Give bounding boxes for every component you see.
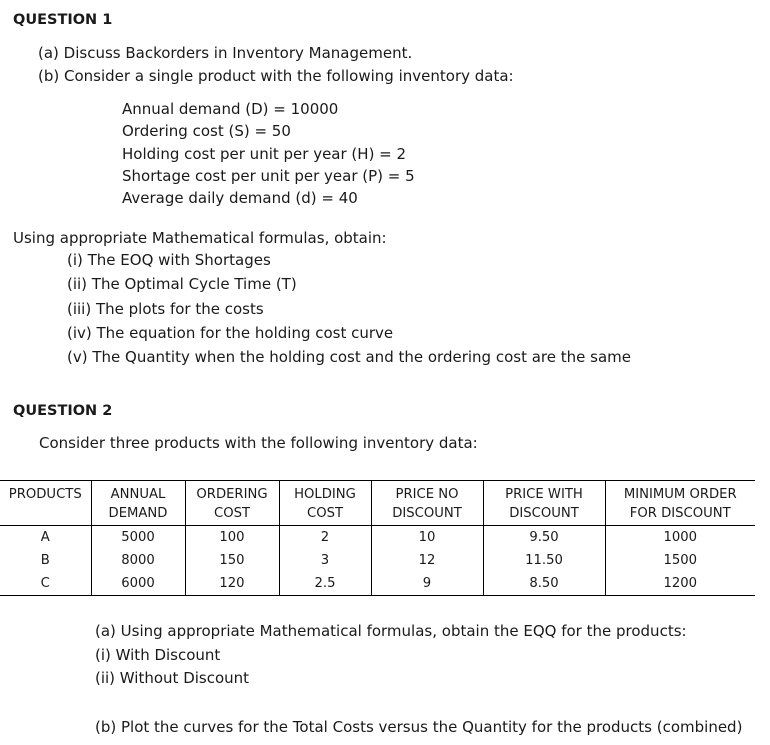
inventory-data-table: [0, 480, 755, 596]
table-cell: C: [0, 572, 91, 596]
q1-instruction: Using appropriate Mathematical formulas, obtain:: [13, 229, 387, 247]
q2-part-a-ii: (ii) Without Discount: [95, 669, 250, 687]
table-cell: 8.50: [483, 572, 605, 596]
table-cell: 10: [371, 526, 483, 550]
q1-data-shortage-cost: Shortage cost per unit per year (P) = 5: [122, 167, 415, 185]
table-cell: 100: [185, 526, 279, 550]
table-row: [0, 549, 755, 572]
q1-data-daily-demand: Average daily demand (d) = 40: [122, 189, 358, 207]
header-cell: PRICE WITH: [483, 481, 605, 503]
q1-part-b: (b) Consider a single product with the following inventory data:: [38, 67, 514, 85]
table-cell: 9.50: [483, 526, 605, 550]
table-cell: B: [40, 553, 50, 568]
table-cell: 2.5: [279, 572, 371, 596]
table-cell: 1000: [605, 526, 755, 550]
header-cell: ANNUAL: [91, 481, 185, 503]
header-cell: DISCOUNT: [483, 502, 605, 526]
q1-data-ordering-cost: Ordering cost (S) = 50: [122, 122, 291, 140]
header-cell: DISCOUNT: [371, 502, 483, 526]
q1-part-a: (a) Discuss Backorders in Inventory Management.: [38, 44, 413, 62]
q1-task-ii: (ii) The Optimal Cycle Time (T): [67, 275, 297, 293]
header-cell: ORDERING: [185, 481, 279, 503]
header-cell: MINIMUM ORDER: [605, 481, 755, 503]
table-cell: 5000: [91, 526, 185, 550]
header-cell: PRICE NO: [371, 481, 483, 503]
q1-task-iv: (iv) The equation for the holding cost curve: [67, 324, 394, 342]
table-cell: 1500: [605, 549, 755, 572]
table-row: [0, 572, 755, 596]
table-cell: 2: [279, 526, 371, 550]
q1-task-i: (i) The EOQ with Shortages: [67, 251, 271, 269]
q2-intro: Consider three products with the following inventory data:: [39, 434, 478, 452]
q2-part-b: (b) Plot the curves for the Total Costs versus the Quantity for the products (combined): [95, 718, 743, 736]
q1-heading: QUESTION 1: [13, 12, 113, 28]
table-header-row: [0, 502, 755, 526]
table-cell: 120: [185, 572, 279, 596]
q1-data-annual-demand: Annual demand (D) = 10000: [122, 100, 339, 118]
table-cell: 8000: [91, 549, 185, 572]
q2-heading: QUESTION 2: [13, 403, 113, 419]
header-cell: COST: [279, 502, 371, 526]
q2-part-a-i: (i) With Discount: [95, 646, 221, 664]
table-row: [0, 526, 755, 550]
table-header-row: [0, 481, 755, 503]
table-cell: 9: [371, 572, 483, 596]
q1-data-holding-cost: Holding cost per unit per year (H) = 2: [122, 145, 407, 163]
table-cell: A: [40, 530, 50, 545]
header-cell: COST: [185, 502, 279, 526]
table-cell: 150: [185, 549, 279, 572]
q2-part-a: (a) Using appropriate Mathematical formulas, obtain the EQQ for the products:: [95, 622, 687, 640]
table-cell: 3: [279, 549, 371, 572]
q1-task-iii: (iii) The plots for the costs: [67, 300, 264, 318]
table-cell: 6000: [91, 572, 185, 596]
header-cell: [0, 502, 91, 526]
header-cell: HOLDING: [279, 481, 371, 503]
table-cell: 12: [371, 549, 483, 572]
q1-task-v: (v) The Quantity when the holding cost and the ordering cost are the same: [67, 348, 631, 366]
table-cell: 11.50: [483, 549, 605, 572]
header-cell: FOR DISCOUNT: [605, 502, 755, 526]
table-cell: 1200: [605, 572, 755, 596]
header-cell: PRODUCTS: [0, 481, 91, 503]
header-cell: DEMAND: [91, 502, 185, 526]
